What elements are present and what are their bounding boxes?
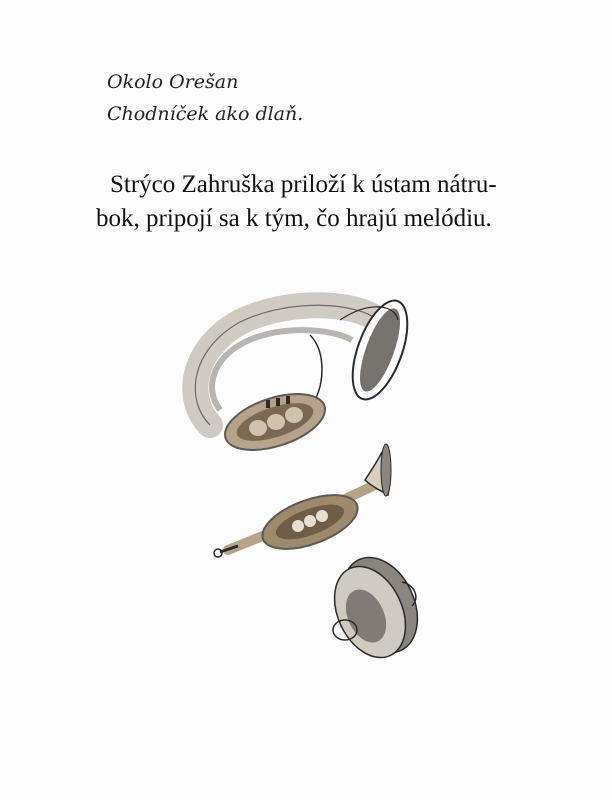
verse-line: Chodníček ako dlaň. — [107, 103, 304, 125]
prose-line: bok, pripojí sa k tým, čo hrajú melódiu. — [96, 205, 492, 232]
verse-line: Okolo Orešan — [107, 71, 239, 93]
instruments-illustration — [180, 280, 440, 680]
tuba-icon — [195, 294, 418, 461]
trumpet-icon — [214, 444, 391, 560]
verse-block — [107, 66, 303, 130]
prose-line: Strýco Zahruška priloží k ústam nátru- — [110, 171, 497, 198]
prose-paragraph — [96, 168, 536, 236]
cymbals-icon — [321, 545, 432, 669]
